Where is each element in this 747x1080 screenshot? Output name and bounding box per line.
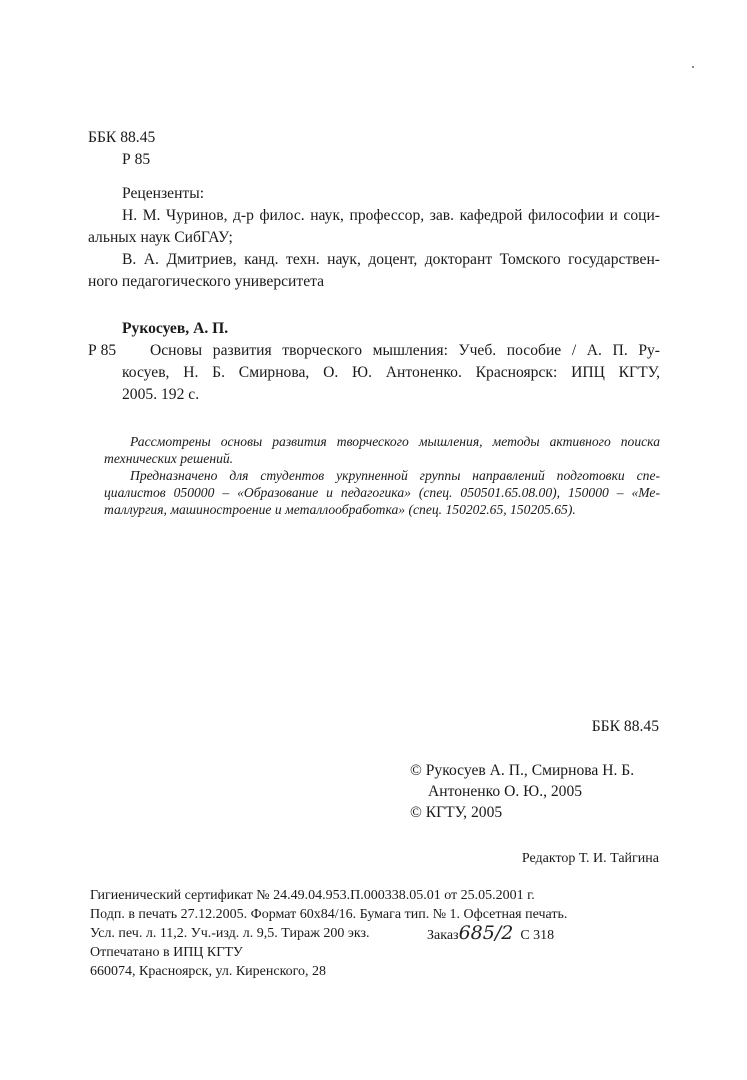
reviewers-heading: Рецензенты: — [122, 185, 205, 202]
annotation-p2-line-2: циалистов 050000 – «Образование и педагогика» (спец. 050501.65.08.00), 150000 – «Ме- — [104, 485, 660, 500]
reviewer-1-line-1: Н. М. Чуринов, д-р филос. наук, профессор, зав. кафедрой философии и соци- — [122, 207, 660, 224]
bbk-code: ББК 88.45 — [88, 129, 156, 146]
bbk-right: ББК 88.45 — [591, 718, 659, 735]
imprint-line-2: Подп. в печать 27.12.2005. Формат 60х84/16. Бумага тип. № 1. Офсетная печать. — [90, 907, 568, 922]
imprint-line-4: Отпечатано в ИПЦ КГТУ — [90, 945, 243, 960]
order-handwritten-number: 685/2 — [458, 922, 514, 944]
annotation-p1-line-2: технических решений. — [104, 451, 234, 466]
author-mark: Р 85 — [122, 151, 151, 168]
order-code: С 318 — [520, 928, 555, 943]
catalog-mark: Р 85 — [88, 342, 117, 359]
annotation-p1-line-1: Рассмотрены основы развития творческого мышления, методы активного поиска — [130, 434, 660, 449]
order-label: Заказ — [427, 928, 459, 943]
catalog-line-3: 2005. 192 с. — [122, 386, 200, 403]
imprint-line-3: Усл. печ. л. 11,2. Уч.-изд. л. 9,5. Тираж 200 экз. — [90, 926, 370, 941]
imprint-order — [427, 924, 554, 945]
reviewer-1-line-2: альных наук СибГАУ; — [88, 229, 233, 246]
speck — [692, 66, 694, 68]
annotation-p2-line-1: Предназначено для студентов укрупненной группы направлений подготовки спе- — [130, 468, 660, 483]
reviewer-2-line-2: ного педагогического университета — [88, 273, 325, 290]
reviewer-2-line-1: В. А. Дмитриев, канд. техн. наук, доцент, докторант Томского государствен- — [122, 251, 660, 268]
editor-credit: Редактор Т. И. Тайгина — [521, 851, 659, 866]
copyright-line-1: © Рукосуев А. П., Смирнова Н. Б. — [410, 762, 635, 779]
catalog-author: Рукосуев, А. П. — [122, 320, 229, 337]
copyright-line-2: Антоненко О. Ю., 2005 — [428, 783, 583, 800]
catalog-line-2: косуев, Н. Б. Смирнова, О. Ю. Антоненко. Красноярск: ИПЦ КГТУ, — [122, 364, 660, 381]
annotation-p2-line-3: таллургия, машиностроение и металлообработка» (спец. 150202.65, 150205.65). — [104, 502, 576, 517]
copyright-line-3: © КГТУ, 2005 — [410, 804, 503, 821]
imprint-line-1: Гигиенический сертификат № 24.49.04.953.П.000338.05.01 от 25.05.2001 г. — [90, 888, 535, 903]
imprint-line-5: 660074, Красноярск, ул. Киренского, 28 — [90, 964, 327, 979]
catalog-line-1: Основы развития творческого мышления: Учеб. пособие / А. П. Ру- — [150, 342, 660, 359]
